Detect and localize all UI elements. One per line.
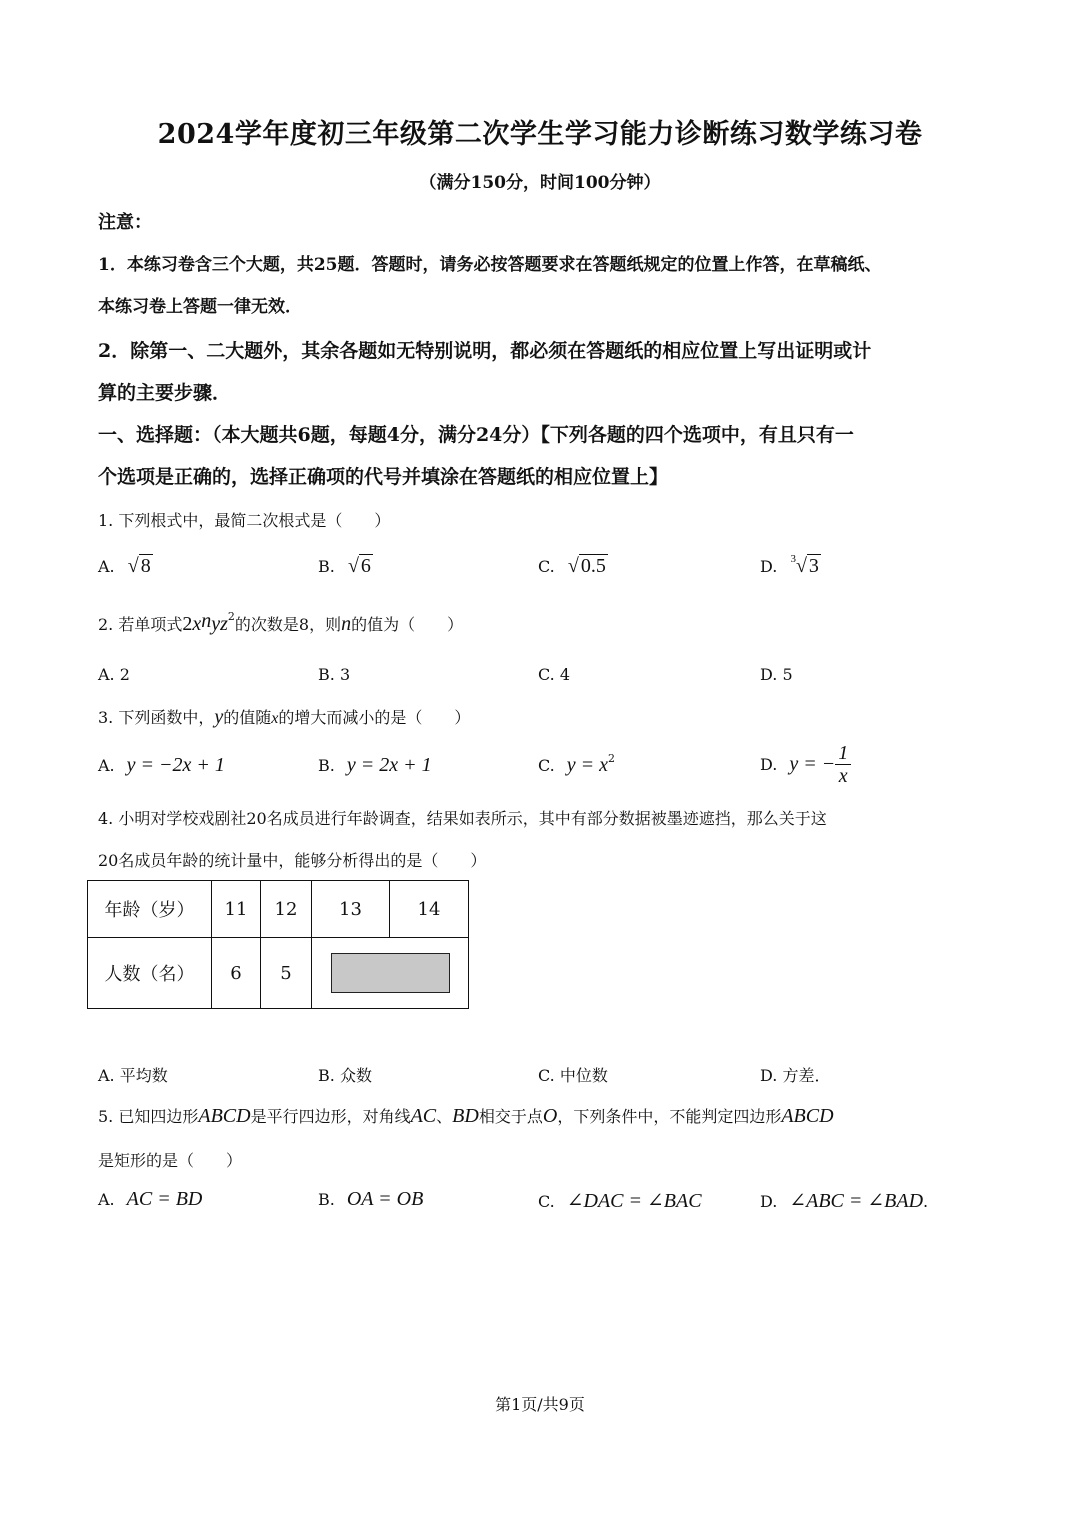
question-5-option-b[interactable]: B. OA = OB bbox=[318, 1188, 424, 1210]
table-cell: 5 bbox=[261, 938, 312, 1009]
question-4-option-b[interactable]: B. 众数 bbox=[318, 1066, 372, 1085]
question-3-option-d[interactable]: D. y = − $\frac{1}{x}$ bbox=[760, 742, 851, 787]
notice-item-1-line-2: 本练习卷上答题一律无效． bbox=[98, 297, 302, 317]
question-3-option-c[interactable]: C. $y = x^2$ bbox=[538, 752, 616, 776]
question-1-stem: 1. 下列根式中，最简二次根式是（ ） bbox=[98, 511, 391, 530]
question-3-option-b[interactable]: B. y = 2x + 1 bbox=[318, 754, 432, 776]
radicand: 6 bbox=[360, 555, 371, 577]
question-5-stem-line-2: 是矩形的是（ ） bbox=[98, 1151, 243, 1170]
question-5-option-c[interactable]: C. ∠DAC = ∠BAC bbox=[538, 1190, 702, 1212]
notice-item-2-line-2: 算的主要步骤． bbox=[98, 382, 232, 404]
question-2-option-c[interactable]: C. 4 bbox=[538, 665, 571, 684]
ink-blot-cell bbox=[312, 938, 469, 1009]
question-3-stem: 3. 下列函数中，y的值随x的增大而减小的是（ ） bbox=[98, 706, 471, 728]
question-1-option-d[interactable]: D. $^3$√ 3 bbox=[760, 553, 819, 577]
question-4-stem-line-2: 20名成员年龄的统计量中，能够分析得出的是（ ） bbox=[98, 851, 487, 870]
table-cell: 11 bbox=[212, 881, 261, 938]
table-cell: 14 bbox=[390, 881, 469, 938]
radicand: 3 bbox=[808, 555, 819, 577]
question-5-stem-line-1: 5. 已知四边形ABCD是平行四边形，对角线AC、BD相交于点O，下列条件中，不能判定四边形ABCD bbox=[98, 1105, 834, 1127]
table-cell: 13 bbox=[312, 881, 390, 938]
question-5-option-d[interactable]: D. ∠ABC = ∠BAD. bbox=[760, 1190, 929, 1212]
fraction: $\frac{1}{x}$ bbox=[835, 742, 851, 787]
question-2-option-a[interactable]: A. 2 bbox=[98, 665, 130, 684]
question-2-option-d[interactable]: D. 5 bbox=[760, 665, 793, 684]
question-2-option-b[interactable]: B. 3 bbox=[318, 665, 351, 684]
question-4-option-a[interactable]: A. 平均数 bbox=[98, 1066, 168, 1085]
radicand: 8 bbox=[140, 555, 151, 577]
question-4-option-d[interactable]: D. 方差． bbox=[760, 1066, 831, 1085]
notice-item-2-line-1: 2．除第一、二大题外，其余各题如无特别说明，都必须在答题纸的相应位置上写出证明或计 bbox=[98, 340, 872, 362]
root-index: 3 bbox=[790, 553, 796, 565]
table-cell: 6 bbox=[212, 938, 261, 1009]
page-number: 第1页/共9页 bbox=[495, 1395, 585, 1414]
notice-label: 注意： bbox=[98, 212, 152, 233]
exam-subtitle: （满分150分，时间100分钟） bbox=[419, 173, 661, 193]
age-table bbox=[87, 880, 469, 1009]
question-1-option-c[interactable]: C. √ 0.5 bbox=[538, 555, 606, 577]
table-cell: 12 bbox=[261, 881, 312, 938]
exam-title: 2024学年度初三年级第二次学生学习能力诊断练习数学练习卷 bbox=[157, 119, 923, 150]
question-4-stem-line-1: 4. 小明对学校戏剧社20名成员进行年龄调查，结果如表所示，其中有部分数据被墨迹遮挡，那么关于这 bbox=[98, 809, 827, 828]
table-header-age: 年龄（岁） bbox=[88, 881, 212, 938]
question-3-option-a[interactable]: A. y = −2x + 1 bbox=[98, 754, 225, 776]
question-4-option-c[interactable]: C. 中位数 bbox=[538, 1066, 608, 1085]
notice-item-1-line-1: 1．本练习卷含三个大题，共25题．答题时，请务必按答题要求在答题纸规定的位置上作答，在草稿纸、 bbox=[98, 255, 882, 275]
ink-blot bbox=[331, 953, 450, 993]
question-1-option-a[interactable]: A. √ 8 bbox=[98, 555, 151, 577]
section-1-heading-line-1: 一、选择题：（本大题共6题，每题4分，满分24分）【下列各题的四个选项中，有且只有一 bbox=[98, 424, 854, 446]
question-5-option-a[interactable]: A. AC = BD bbox=[98, 1188, 203, 1210]
question-1-option-b[interactable]: B. √ 6 bbox=[318, 555, 371, 577]
table-header-count: 人数（名） bbox=[88, 938, 212, 1009]
section-1-heading-line-2: 个选项是正确的，选择正确项的代号并填涂在答题纸的相应位置上】 bbox=[98, 466, 669, 488]
radicand: 0.5 bbox=[580, 555, 606, 577]
question-2-stem: 2. 若单项式$2x^nyz^2$的次数是8，则n的值为（ ） bbox=[98, 610, 464, 635]
